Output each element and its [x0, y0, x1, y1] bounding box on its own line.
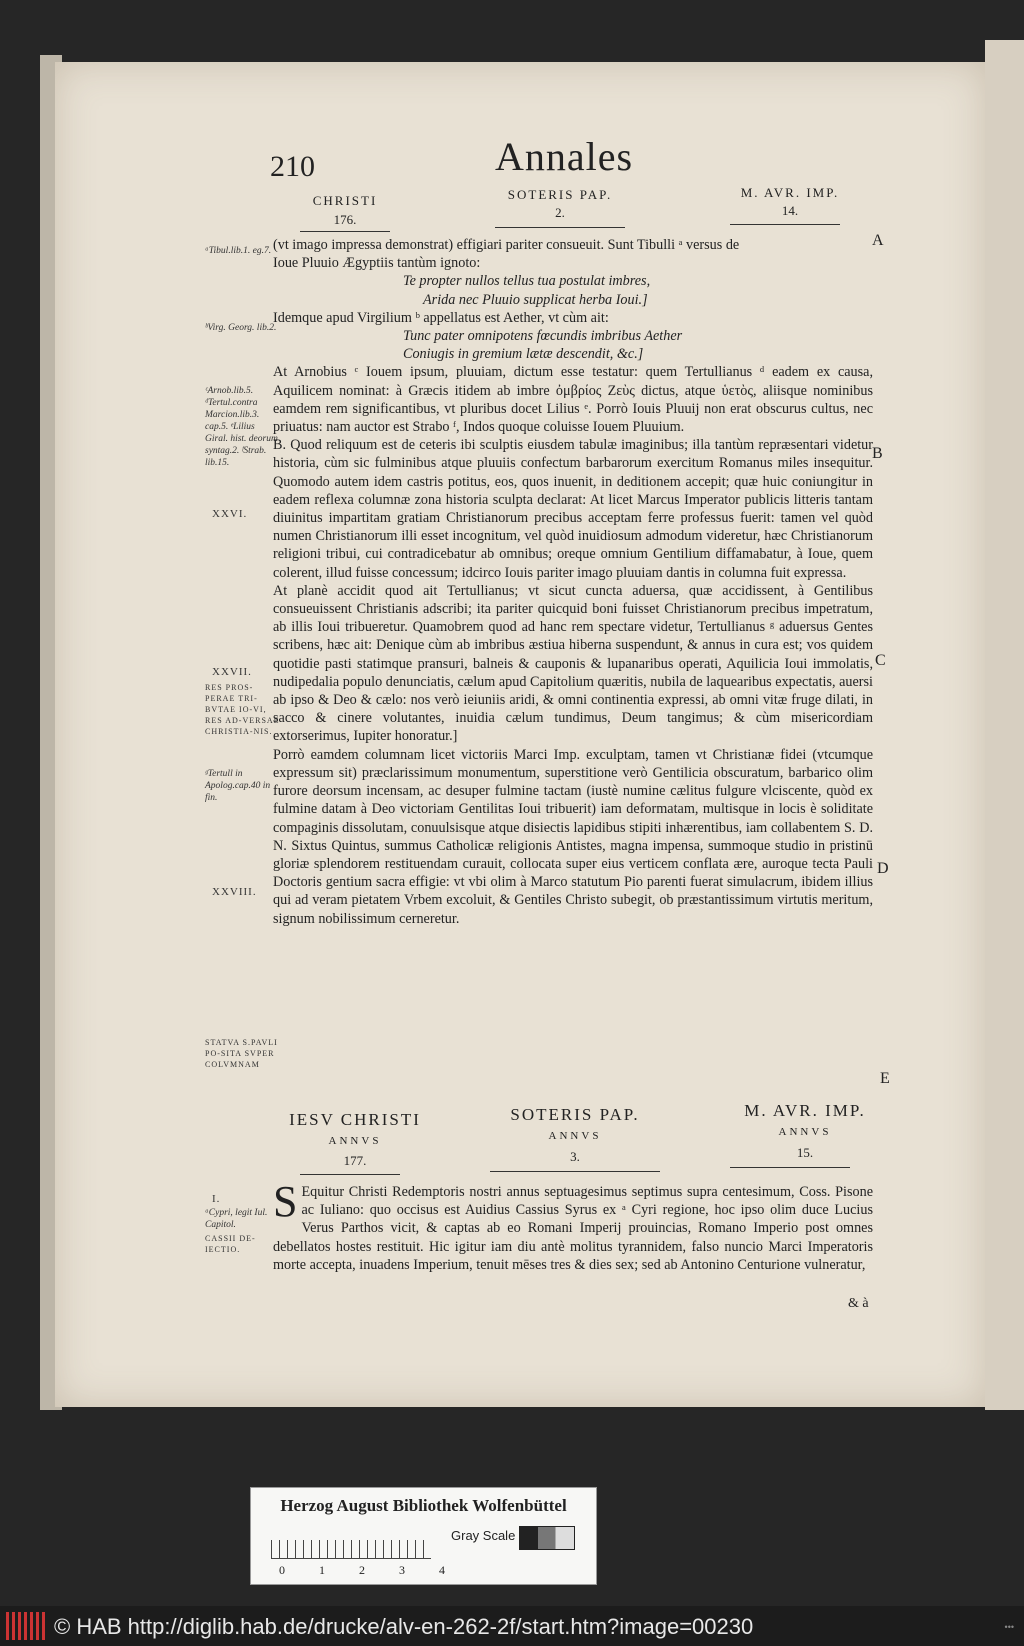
- ruler-tick: 3: [399, 1563, 405, 1577]
- section-letter-a: A: [872, 232, 884, 249]
- ruler-tick: 1: [319, 1563, 325, 1577]
- gray-scale-swatches: [519, 1526, 575, 1550]
- verse-line: Coniugis in gremium lætæ descendit, &c.]: [403, 346, 644, 363]
- margin-note-tibullus: ᵃTibul.lib.1. eg.7.: [205, 246, 272, 256]
- year-rule-mid: [490, 1171, 660, 1172]
- margin-heading-res-prosperae: RES PROS-PERAE TRI-BVTAE IO-VI, RES AD-VERSAE CHRISTIA-NIS.: [205, 683, 280, 736]
- catchword: & à: [848, 1296, 869, 1311]
- year-rule-right: [730, 1167, 850, 1168]
- section-number-xxvii: XXVII.: [212, 666, 252, 678]
- paragraph-b: B. Quod reliquum est de ceteris ibi sculptis eiusdem tabulæ imaginibus; illa tantùm repræsentari videtur historia, cùm sic fulminibus atque pluuiis confectum barbarorum exercitum Romanus miles insequitur. Quomodo autem idem castris potitus, eos, quos inuenit, in deditionem accepit; quæ huic coniungitur in eadem reflexa columnæ zona historia sculpta declarat: At licet Marcus Imperator publicis litteris tantam diuinitus impartitam gratiam Christianorum precibus acceptam ferre professus fuerit: tamen vel quòd numen Christianorum illi esset incognitum, vel quòd inuidiosum admodum videretur, hæc Christianorum religioni tribui, cui contradicebatur ab omnibus; oreque omnium Gentilium diffamabatur, à Ioue, quem colerent, illud fuisse concessum; idcirco Iouis pariter imago pluuiam dantis in columna fuit expressa.: [273, 437, 873, 581]
- header-col-right: M. AVR. IMP.: [740, 185, 840, 200]
- year-header-mid-sub: ANNVS: [548, 1130, 602, 1142]
- header-col-left: CHRISTI: [312, 193, 378, 208]
- library-scale-card: [250, 1487, 597, 1585]
- ruler-tick: 0: [279, 1563, 285, 1577]
- header-rule-right: [730, 224, 840, 225]
- year-header-left-num: 177.: [343, 1153, 367, 1168]
- margin-note-references: ᶜArnob.lib.5. ᵈTertul.contra Marcion.lib.3. cap.5. ᵉLilius Giral. hist. deorum syntag.2. ᶠStrab. lib.15.: [205, 386, 278, 468]
- body-text: [273, 236, 873, 928]
- ruler-tick: 2: [359, 1563, 365, 1577]
- section-letter-b: B: [872, 445, 883, 462]
- gray-scale-label: Gray Scale: [451, 1528, 516, 1543]
- paragraph-column: Porrò eamdem columnam licet victoriis Marci Imp. exculptam, tamen vt Christianæ fidei (vtcumque expressum sit) præclarissimum monumentum, superstitione verò Gentilicia obscuratum, barbarico olim furore deorsum incensam, ac desuper fulmine tactam (iustè numine cælitus fulgure vlciscente, quòd ex fulmine datam à Deo victoriam Gentilitas Ioui tribuerit) iam deformatam, multisque in locis è soliditate compaginis dissolutam, conuulsisque atque disiectis lapidibus stipiti inhærentibus, iam collabentem S. D. N. Sixtus Quintus, summus Catholicæ religionis Antistes, magna impensa, summoque studio in pristinū gloriæ splendorem restituendam curauit, collocata super eius verticem conflata ære, auroque tecta Pauli Doctoris gentium sacra effigie: vt vbi olim à Marco statutum Pio parenti fuerat simulacrum, ibidem illius qui ad veram pietatem Vrbem excoluit, & Gentiles Christo subegit, ob præstantissimum virtutis meritum, signum nobilissimum cerneretur.: [273, 746, 873, 927]
- ruler-tick: 4: [439, 1563, 445, 1577]
- more-icon[interactable]: •••: [1004, 1622, 1014, 1632]
- page-title: Annales: [495, 134, 634, 179]
- hab-logo-icon: [6, 1612, 46, 1640]
- paragraph-sequitur: Equitur Christi Redemptoris nostri annus septuagesimus septimus supra centesimum, Coss. Pisone ac Iuliano: quo occisus est Auidius Cassius Syrus ex ᵃ Cyri regione, hoc ipso olim duce Lucius Verus Parthos vicit, & captas ab eo Romani Imperij prouincias, Romano Imperio post omnes debellatos hostes restituit. Hic igitur iam diu antè molitus tyrannidem, falso nuncio Marci Imperatoris morte accepta, inuadens Imperium, tenuit mēses tres & dies sex; sed ab Antonino Centurione vulneratur,: [273, 1184, 873, 1273]
- year-header-right-num: 15.: [796, 1145, 814, 1160]
- body-line: Ioue Pluuio Ægyptiis tantùm ignoto:: [273, 255, 481, 272]
- year-header-left-sub: ANNVS: [328, 1135, 382, 1147]
- year-header-mid-num: 3.: [570, 1149, 580, 1164]
- section-letter-c: C: [875, 652, 886, 669]
- section-number-xxviii: XXVIII.: [212, 886, 257, 898]
- library-name: Herzog August Bibliothek Wolfenbüttel: [280, 1496, 567, 1515]
- margin-note-cypri: ᵃCypri, legit Iul. Capitol.: [205, 1208, 268, 1230]
- section-number-xxvi: XXVI.: [212, 508, 248, 520]
- header-col-left-sub: 176.: [333, 212, 357, 227]
- year-header-left: IESV CHRISTI: [289, 1110, 421, 1129]
- verse-line: Arida nec Pluuio supplicat herba Ioui.]: [423, 291, 648, 308]
- year-header-mid: SOTERIS PAP.: [510, 1105, 640, 1124]
- header-col-right-sub: 14.: [781, 203, 799, 218]
- verse-line: Tunc pater omnipotens fœcundis imbribus Aether: [403, 328, 683, 345]
- section-letter-d: D: [877, 860, 889, 877]
- header-rule-mid: [495, 227, 625, 228]
- section-number-i: I.: [212, 1193, 221, 1205]
- paragraph-arnobius: At Arnobius ᶜ Iouem ipsum, pluuiam, dictum esse testatur: quem Tertullianus ᵈ eadem ex causa, Aquilicem nominat: à Græcis itidem ab imbre ὀμβρίος Ζεὺς dictus, atque ὑετὸς, aliisque nominibus eamdem rem significantibus, vt pluribus docet Lilius ᵉ. Porrò Iouis Pluuij non erat obscurus cultus, nec priuatus: nam auctor est Strabo ᶠ, Indos quoque coluisse Iouem Pluuium.: [273, 364, 873, 436]
- year-header-right: M. AVR. IMP.: [744, 1101, 866, 1120]
- footer-url[interactable]: © HAB http://diglib.hab.de/drucke/alv-en-262-2f/start.htm?image=00230: [54, 1614, 754, 1639]
- header-rule-left: [300, 231, 390, 232]
- margin-heading-cassii: CASSII DE-IECTIO.: [205, 1234, 256, 1254]
- margin-note-virgil: ᵇVirg. Georg. lib.2.: [205, 323, 277, 333]
- margin-note-tertullian: ᵍTertull in Apolog.cap.40 in fin.: [205, 769, 271, 803]
- year-header-right-sub: ANNVS: [778, 1126, 832, 1138]
- margin-heading-statua: STATVA S.PAVLI PO-SITA SVPER COLVMNAM: [205, 1038, 278, 1069]
- next-page-edge: [985, 40, 1024, 1410]
- ruler: [271, 1540, 431, 1559]
- footer-bar: [0, 1606, 1024, 1646]
- paragraph-tertullian: At planè accidit quod ait Tertullianus; vt sicut cuncta aduersa, quæ accidissent, à Gentilibus consueuissent Christianis adscribi; ita pariter quicquid boni fuisset Christianorum precibus impetratum, ab illis Ioui tribueretur. Quamobrem quod ad hanc rem spectare videtur, Tertullianus ᵍ aduersus Gentes scribens, hæc ait: Denique cùm ab imbribus æstiua hiberna suspendunt, & annus in cura est; vos quidem quotidie pasti statimque pransuri, balneis & cauponis & lupanaribus operati, Aquilicia Ioui immolatis, nudipedalia populo denunciatis, cælum apud Capitolium quæritis, nubila de laquearibus expectatis, auersi ab ipso & Deo & cælo: nos verò ieiuniis aridi, & omni continentia expressi, ab omni vitæ fruge dilati, in sacco & cinere volutantes, inuidia cælum tundimus, Deum tangimus; & cùm misericordiam extorserimus, Iupiter honoratur.]: [273, 582, 873, 745]
- body-line: (vt imago impressa demonstrat) effigiari pariter consueuit. Sunt Tibulli ᵃ versus de: [273, 237, 740, 253]
- header-col-mid: SOTERIS PAP.: [507, 187, 613, 202]
- year-rule-left: [300, 1174, 400, 1175]
- body-line: Idemque apud Virgilium ᵇ appellatus est Aether, vt cùm ait:: [273, 309, 609, 326]
- year-177-text: [273, 1177, 873, 1274]
- header-col-mid-sub: 2.: [555, 205, 565, 220]
- drop-cap: S: [273, 1177, 298, 1226]
- page-number: 210: [270, 150, 315, 183]
- section-letter-e: E: [880, 1070, 890, 1087]
- verse-line: Te propter nullos tellus tua postulat imbres,: [403, 273, 651, 290]
